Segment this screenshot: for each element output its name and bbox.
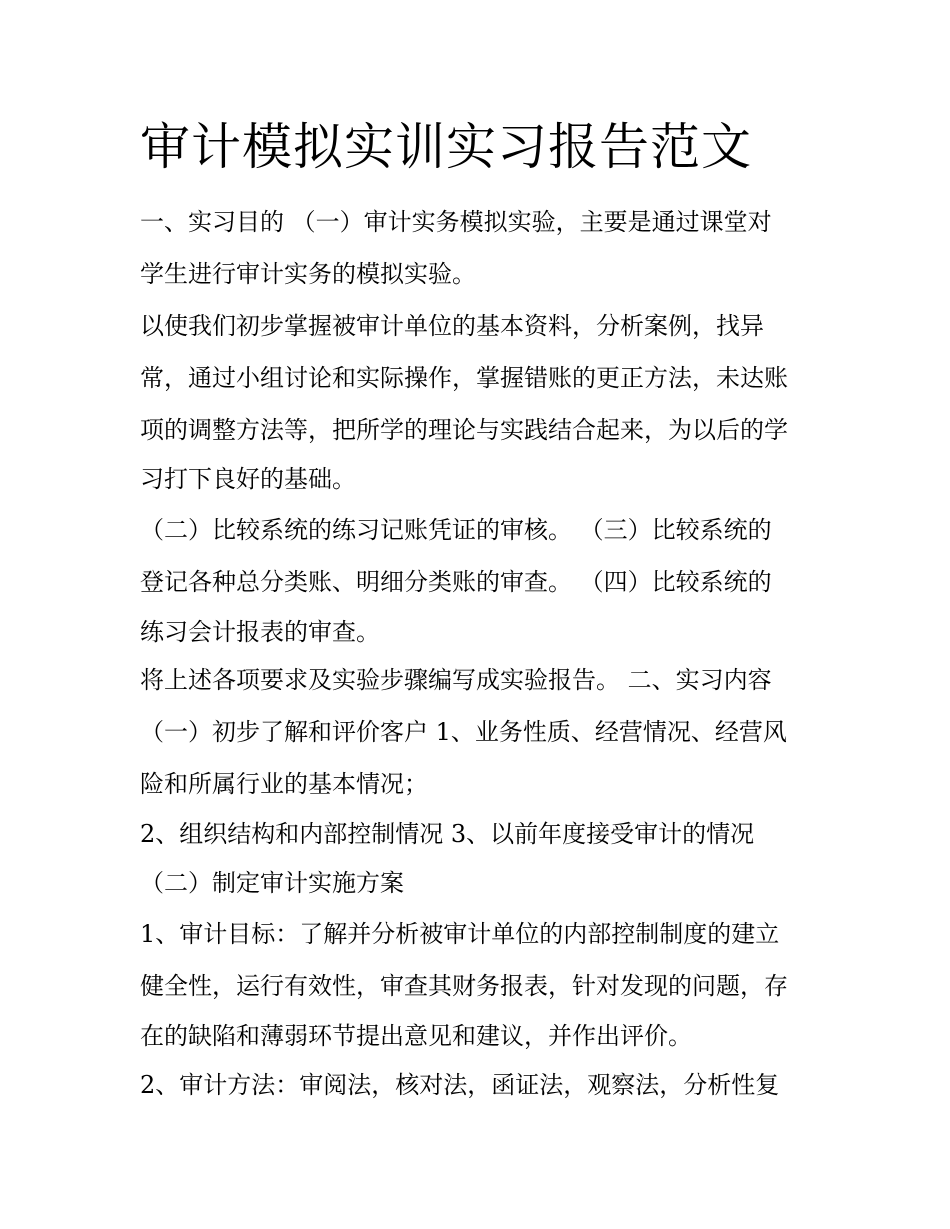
- paragraph-line-10: 将上述各项要求及实验步骤编写成实验报告。 二、实习内容: [140, 666, 772, 694]
- paragraph-line-15: 1、审计目标：了解并分析被审计单位的内部控制制度的建立: [140, 920, 780, 948]
- paragraph-line-14: （二）制定审计实施方案: [140, 869, 404, 897]
- paragraph-line-8: 登记各种总分类账、明细分类账的审查。 （四）比较系统的: [140, 568, 772, 596]
- paragraph-line-6: 习打下良好的基础。: [140, 465, 356, 493]
- document-title: 审计模拟实训实习报告范文: [140, 118, 752, 176]
- paragraph-line-18: 2、审计方法：审阅法，核对法，函证法，观察法，分析性复: [140, 1071, 780, 1099]
- paragraph-line-1: 一、实习目的 （一）审计实务模拟实验，主要是通过课堂对: [140, 208, 772, 236]
- paragraph-line-5: 项的调整方法等，把所学的理论与实践结合起来，为以后的学: [140, 416, 788, 444]
- paragraph-line-13: 2、组织结构和内部控制情况 3、以前年度接受审计的情况: [140, 820, 755, 848]
- paragraph-line-4: 常，通过小组讨论和实际操作，掌握错账的更正方法，未达账: [140, 364, 788, 392]
- paragraph-line-3: 以使我们初步掌握被审计单位的基本资料，分析案例，找异: [140, 312, 764, 340]
- paragraph-line-16: 健全性，运行有效性，审查其财务报表，针对发现的问题，存: [140, 972, 788, 1000]
- paragraph-line-17: 在的缺陷和薄弱环节提出意见和建议，并作出评价。: [140, 1022, 692, 1050]
- paragraph-line-11: （一）初步了解和评价客户 1、业务性质、经营情况、经营风: [140, 718, 787, 746]
- paragraph-line-7: （二）比较系统的练习记账凭证的审核。 （三）比较系统的: [140, 516, 772, 544]
- paragraph-line-2: 学生进行审计实务的模拟实验。: [140, 260, 476, 288]
- paragraph-line-9: 练习会计报表的审查。: [140, 618, 380, 646]
- paragraph-line-12: 险和所属行业的基本情况；: [140, 770, 428, 798]
